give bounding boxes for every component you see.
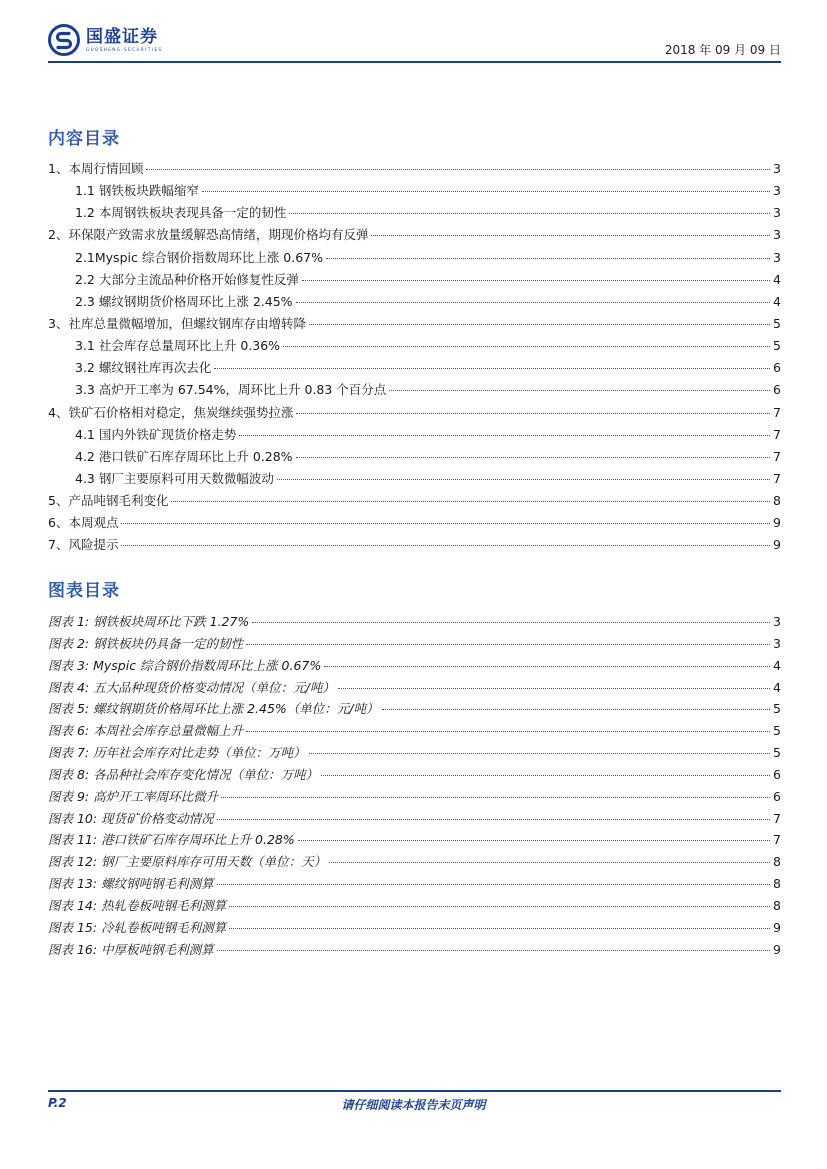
toc-entry-text: 4.3 钢厂主要原料可用天数微幅波动 — [75, 470, 274, 486]
toc-entry-text: 3.3 高炉开工率为 67.54%，周环比上升 0.83 个百分点 — [75, 382, 387, 398]
toc-entry-text: 4、铁矿石价格相对稳定，焦炭继续强势拉涨 — [48, 404, 294, 420]
figure-entry[interactable] — [48, 634, 781, 656]
footer-divider — [48, 1090, 781, 1092]
toc-entry[interactable] — [48, 248, 781, 270]
figure-entry-text: 图表 14: 热轧卷板吨钢毛利测算 — [48, 897, 227, 913]
figure-entry-page: 3 — [773, 614, 781, 629]
figure-entry-text: 图表 2: 钢铁板块仍具备一定的韧性 — [48, 635, 244, 651]
dot-leader — [252, 622, 770, 623]
dot-leader — [217, 884, 770, 885]
toc-entry[interactable] — [48, 270, 781, 292]
toc-entry-text: 1.1 钢铁板块跌幅缩窄 — [75, 183, 199, 199]
toc-entry-page: 7 — [773, 448, 781, 464]
figure-entry-page: 7 — [773, 810, 781, 826]
company-logo — [48, 24, 163, 56]
figure-entry-page: 6 — [773, 766, 781, 782]
toc-entry[interactable] — [48, 203, 781, 225]
toc-entry[interactable] — [48, 181, 781, 203]
figure-entry[interactable] — [48, 656, 781, 678]
dot-leader — [171, 501, 770, 502]
toc-entry-page: 7 — [773, 470, 781, 486]
figure-entry[interactable] — [48, 721, 781, 743]
figure-entry[interactable] — [48, 852, 781, 874]
toc-entry-page: 8 — [773, 493, 781, 509]
dot-leader — [246, 731, 770, 732]
toc-entry[interactable] — [48, 535, 781, 557]
dot-leader — [298, 840, 770, 841]
toc-entry[interactable] — [48, 403, 781, 425]
figure-entry-page: 8 — [773, 897, 781, 913]
toc-entry-page: 9 — [773, 537, 781, 553]
toc-entry-text: 2.2 大部分主流品种价格开始修复性反弹 — [75, 271, 299, 287]
toc-entry-page: 5 — [773, 338, 781, 354]
toc-entry-page: 9 — [773, 515, 781, 531]
dot-leader — [221, 797, 770, 798]
toc-entry[interactable] — [48, 358, 781, 380]
company-name-en: GUOSHENG SECURITIES — [86, 47, 163, 52]
page-header — [48, 24, 781, 64]
toc-entry[interactable] — [48, 513, 781, 535]
figure-entry-page: 5 — [773, 723, 781, 739]
toc-entry-page: 3 — [773, 205, 781, 221]
toc-entry-text: 4.2 港口铁矿石库存周环比上升 0.28% — [75, 448, 293, 464]
toc-entry-page: 4 — [773, 271, 781, 287]
figure-entry[interactable] — [48, 809, 781, 831]
toc-entry-page: 3 — [773, 227, 781, 243]
figure-entry[interactable] — [48, 940, 781, 962]
page-number: P.2 — [48, 1096, 67, 1110]
dot-leader — [229, 928, 770, 929]
figure-entry-page: 7 — [773, 832, 781, 848]
toc-entry-text: 3、社库总量微幅增加，但螺纹钢库存由增转降 — [48, 315, 306, 331]
toc-entry-page: 7 — [773, 404, 781, 420]
toc-entry-page: 6 — [773, 360, 781, 376]
dot-leader — [277, 479, 770, 480]
dot-leader — [324, 666, 770, 667]
toc-entry-text: 6、本周观点 — [48, 515, 119, 531]
figure-entry-page: 4 — [773, 679, 781, 695]
content-toc-list — [48, 159, 781, 558]
figure-entry[interactable] — [48, 918, 781, 940]
figure-entry-text: 图表 16: 中厚板吨钢毛利测算 — [48, 941, 214, 957]
dot-leader — [121, 523, 770, 524]
figure-entry[interactable] — [48, 830, 781, 852]
dot-leader — [246, 644, 770, 645]
dot-leader — [296, 413, 770, 414]
figure-toc-title: 图表目录 — [48, 581, 120, 601]
company-name-cn: 国盛证券 — [86, 27, 158, 47]
report-date: 2018 年 09 月 09 日 — [664, 43, 781, 57]
content-toc-title: 内容目录 — [48, 129, 120, 149]
dot-leader — [239, 435, 770, 436]
toc-entry-page: 7 — [773, 426, 781, 442]
dot-leader — [326, 258, 770, 259]
figure-entry-text: 图表 5: 螺纹钢期货价格周环比上涨 2.45%（单位：元/吨） — [48, 701, 379, 717]
disclaimer-note: 请仔细阅读本报告末页声明 — [341, 1098, 486, 1112]
toc-entry[interactable] — [48, 380, 781, 402]
toc-entry-text: 2.3 螺纹钢期货价格周环比上涨 2.45% — [75, 293, 293, 309]
figure-entry-text: 图表 7: 历年社会库存对比走势（单位：万吨） — [48, 745, 306, 761]
logo-icon — [48, 24, 80, 56]
dot-leader — [309, 324, 770, 325]
figure-entry[interactable] — [48, 678, 781, 700]
toc-entry-text: 4.1 国内外铁矿现货价格走势 — [75, 426, 237, 442]
toc-entry-text: 1、本周行情回顾 — [48, 161, 144, 176]
dot-leader — [296, 457, 771, 458]
figure-entry-page: 9 — [773, 941, 781, 957]
toc-entry[interactable] — [48, 447, 781, 469]
figure-entry-page: 9 — [773, 919, 781, 935]
figure-entry[interactable] — [48, 787, 781, 809]
dot-leader — [296, 302, 771, 303]
figure-entry[interactable] — [48, 743, 781, 765]
dot-leader — [329, 862, 770, 863]
dot-leader — [214, 368, 770, 369]
dot-leader — [217, 950, 770, 951]
figure-entry-page: 5 — [773, 745, 781, 761]
dot-leader — [121, 545, 770, 546]
figure-entry-text: 图表 12: 钢厂主要原料库存可用天数（单位：天） — [48, 854, 327, 870]
toc-entry-text: 3.2 螺纹钢社库再次去化 — [75, 360, 212, 376]
toc-entry[interactable] — [48, 159, 781, 181]
figure-entry-text: 图表 9: 高炉开工率周环比微升 — [48, 788, 219, 804]
toc-entry-page: 6 — [773, 382, 781, 398]
toc-entry-page: 4 — [773, 293, 781, 309]
toc-entry-text: 2.1Myspic 综合钢价指数周环比上涨 0.67% — [75, 249, 324, 265]
figure-entry-text: 图表 4: 五大品种现货价格变动情况（单位：元/吨） — [48, 679, 335, 695]
figure-entry[interactable] — [48, 612, 781, 634]
toc-entry[interactable] — [48, 314, 781, 336]
figure-entry-page: 8 — [773, 876, 781, 892]
figure-entry-page: 8 — [773, 854, 781, 870]
dot-leader — [338, 688, 770, 689]
dot-leader — [382, 709, 771, 710]
dot-leader — [283, 346, 770, 347]
figure-entry-page: 4 — [773, 657, 781, 673]
figure-entry-text: 图表 6: 本周社会库存总量微幅上升 — [48, 723, 244, 739]
dot-leader — [202, 191, 770, 192]
toc-entry[interactable] — [48, 491, 781, 513]
toc-entry-text: 2、环保限产致需求放量缓解恐高情绪，期现价格均有反弹 — [48, 227, 369, 243]
figure-entry-page: 6 — [773, 788, 781, 804]
figure-entry-text: 图表 1: 钢铁板块周环比下跌 1.27% — [48, 614, 250, 629]
figure-entry[interactable] — [48, 896, 781, 918]
figure-entry-text: 图表 10: 现货矿价格变动情况 — [48, 810, 214, 826]
dot-leader — [217, 819, 770, 820]
toc-entry-text: 1.2 本周钢铁板块表现具备一定的韧性 — [75, 205, 287, 221]
toc-entry-text: 3.1 社会库存总量周环比上升 0.36% — [75, 338, 281, 354]
figure-entry-page: 3 — [773, 635, 781, 651]
figure-entry-text: 图表 11: 港口铁矿石库存周环比上升 0.28% — [48, 832, 295, 848]
figure-entry-text: 图表 15: 冷轧卷板吨钢毛利测算 — [48, 919, 227, 935]
toc-entry-page: 3 — [773, 249, 781, 265]
toc-entry-text: 5、产品吨钢毛利变化 — [48, 493, 169, 509]
toc-entry-page: 3 — [773, 183, 781, 199]
figure-entry[interactable] — [48, 765, 781, 787]
dot-leader — [289, 213, 770, 214]
toc-entry[interactable] — [48, 336, 781, 358]
dot-leader — [302, 280, 770, 281]
dot-leader — [229, 906, 770, 907]
figure-entry-page: 5 — [773, 701, 781, 717]
toc-entry-text: 7、风险提示 — [48, 537, 119, 553]
toc-entry-page: 3 — [773, 161, 781, 176]
toc-entry[interactable] — [48, 469, 781, 491]
figure-entry[interactable] — [48, 874, 781, 896]
figure-toc-list — [48, 612, 781, 962]
toc-entry[interactable] — [48, 225, 781, 247]
toc-entry-page: 5 — [773, 315, 781, 331]
figure-entry-text: 图表 3: Myspic 综合钢价指数周环比上涨 0.67% — [48, 657, 322, 673]
dot-leader — [321, 775, 770, 776]
dot-leader — [146, 169, 770, 170]
figure-entry[interactable] — [48, 699, 781, 721]
toc-entry[interactable] — [48, 425, 781, 447]
dot-leader — [309, 753, 770, 754]
figure-entry-text: 图表 8: 各品种社会库存变化情况（单位：万吨） — [48, 766, 319, 782]
dot-leader — [389, 390, 770, 391]
toc-entry[interactable] — [48, 292, 781, 314]
dot-leader — [371, 235, 770, 236]
header-divider — [48, 61, 781, 63]
figure-entry-text: 图表 13: 螺纹钢吨钢毛利测算 — [48, 876, 214, 892]
